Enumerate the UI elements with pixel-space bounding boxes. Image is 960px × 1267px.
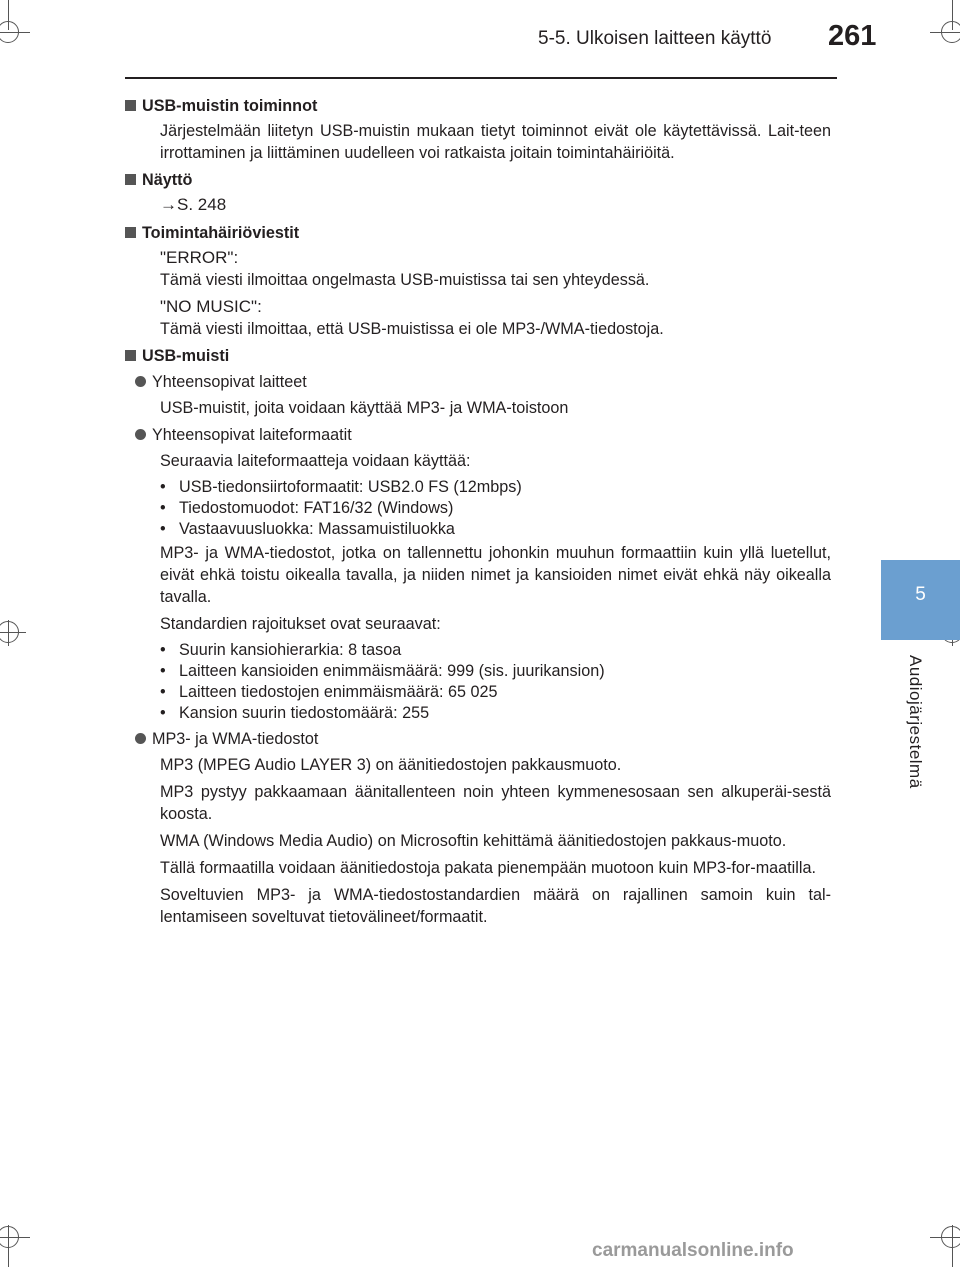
files-paragraph: MP3 (MPEG Audio LAYER 3) on äänitiedostojen pakkausmuoto. — [160, 756, 622, 774]
list-item: • Vastaavuusluokka: Massamuistiluokka — [160, 519, 831, 540]
chapter-tab — [881, 560, 960, 640]
header-divider — [125, 77, 837, 79]
files-paragraph: MP3 pystyy pakkaamaan äänitallenteen noin yhteen kymmenesosaan sen alkuperäi-sestä koosta. — [160, 783, 831, 823]
chapter-label: Audiojärjestelmä — [906, 655, 925, 789]
files-paragraph: Tällä formaatilla voidaan äänitiedostoja pakata pienempään muotoon kuin MP3-for-maatilla. — [160, 859, 816, 877]
bullet-mp3-wma-files: MP3- ja WMA-tiedostot — [135, 728, 831, 750]
square-bullet-icon — [125, 100, 136, 111]
round-bullet-icon — [135, 733, 146, 744]
format-list — [125, 477, 831, 540]
list-item: • Laitteen tiedostojen enimmäismäärä: 65 025 — [160, 682, 831, 703]
bullet-compatible-formats: Yhteensopivat laiteformaatit — [135, 424, 831, 446]
heading-error-messages: Toimintahäiriöviestit — [125, 222, 831, 244]
square-bullet-icon — [125, 350, 136, 361]
heading-display: Näyttö — [125, 169, 831, 191]
round-bullet-icon — [135, 376, 146, 387]
formats-note: MP3- ja WMA-tiedostot, jotka on tallennettu johonkin muuhun formaattiin kuin yllä luetellut, eivät ehkä toistu oikealla tavalla, ja niiden nimet ja kansioiden nimet eivät ehkä näy oikealla tavalla. — [160, 544, 831, 606]
square-bullet-icon — [125, 227, 136, 238]
list-item: • Laitteen kansioiden enimmäismäärä: 999 (sis. juurikansion) — [160, 661, 831, 682]
square-bullet-icon — [125, 174, 136, 185]
no-music-message: "NO MUSIC": Tämä viesti ilmoittaa, että USB-muistissa ei ole MP3-/WMA-tiedostoja. — [160, 297, 664, 338]
heading-usb-memory: USB-muisti — [125, 345, 831, 367]
list-item: • Tiedostomuodot: FAT16/32 (Windows) — [160, 498, 831, 519]
page-content — [125, 90, 831, 933]
usb-functions-text: Järjestelmään liitetyn USB-muistin mukaan tietyt toiminnot eivät ole käytettävissä. Lait-teen irrottaminen ja liittäminen uudelleen voi ratkaista joitain toimintahäiriöitä. — [160, 122, 831, 162]
bullet-compatible-devices: Yhteensopivat laitteet — [135, 371, 831, 393]
chapter-number: 5 — [915, 584, 926, 605]
watermark: carmanualsonline.info — [592, 1240, 794, 1261]
formats-intro: Seuraavia laiteformaatteja voidaan käyttää: — [160, 452, 471, 470]
error-message: "ERROR": Tämä viesti ilmoittaa ongelmasta USB-muistissa tai sen yhteydessä. — [160, 248, 650, 289]
limits-intro: Standardien rajoitukset ovat seuraavat: — [160, 615, 441, 633]
page-number: 261 — [828, 20, 877, 52]
page-reference-link[interactable]: →S. 248 — [160, 195, 227, 214]
files-paragraph: WMA (Windows Media Audio) on Microsoftin kehittämä äänitiedostojen pakkaus-muoto. — [160, 832, 787, 850]
list-item: • Kansion suurin tiedostomäärä: 255 — [160, 703, 831, 724]
limits-list — [125, 640, 831, 724]
compatible-devices-text: USB-muistit, joita voidaan käyttää MP3- ja WMA-toistoon — [160, 399, 569, 417]
list-item: • Suurin kansiohierarkia: 8 tasoa — [160, 640, 831, 661]
round-bullet-icon — [135, 429, 146, 440]
section-title: 5-5. Ulkoisen laitteen käyttö — [538, 28, 772, 49]
heading-usb-functions: USB-muistin toiminnot — [125, 95, 831, 117]
list-item: • USB-tiedonsiirtoformaatit: USB2.0 FS (12mbps) — [160, 477, 831, 498]
files-paragraph: Soveltuvien MP3- ja WMA-tiedostostandardien määrä on rajallinen samoin kuin tal-lentamiseen soveltuvat tietovälineet/formaatit. — [160, 886, 831, 926]
